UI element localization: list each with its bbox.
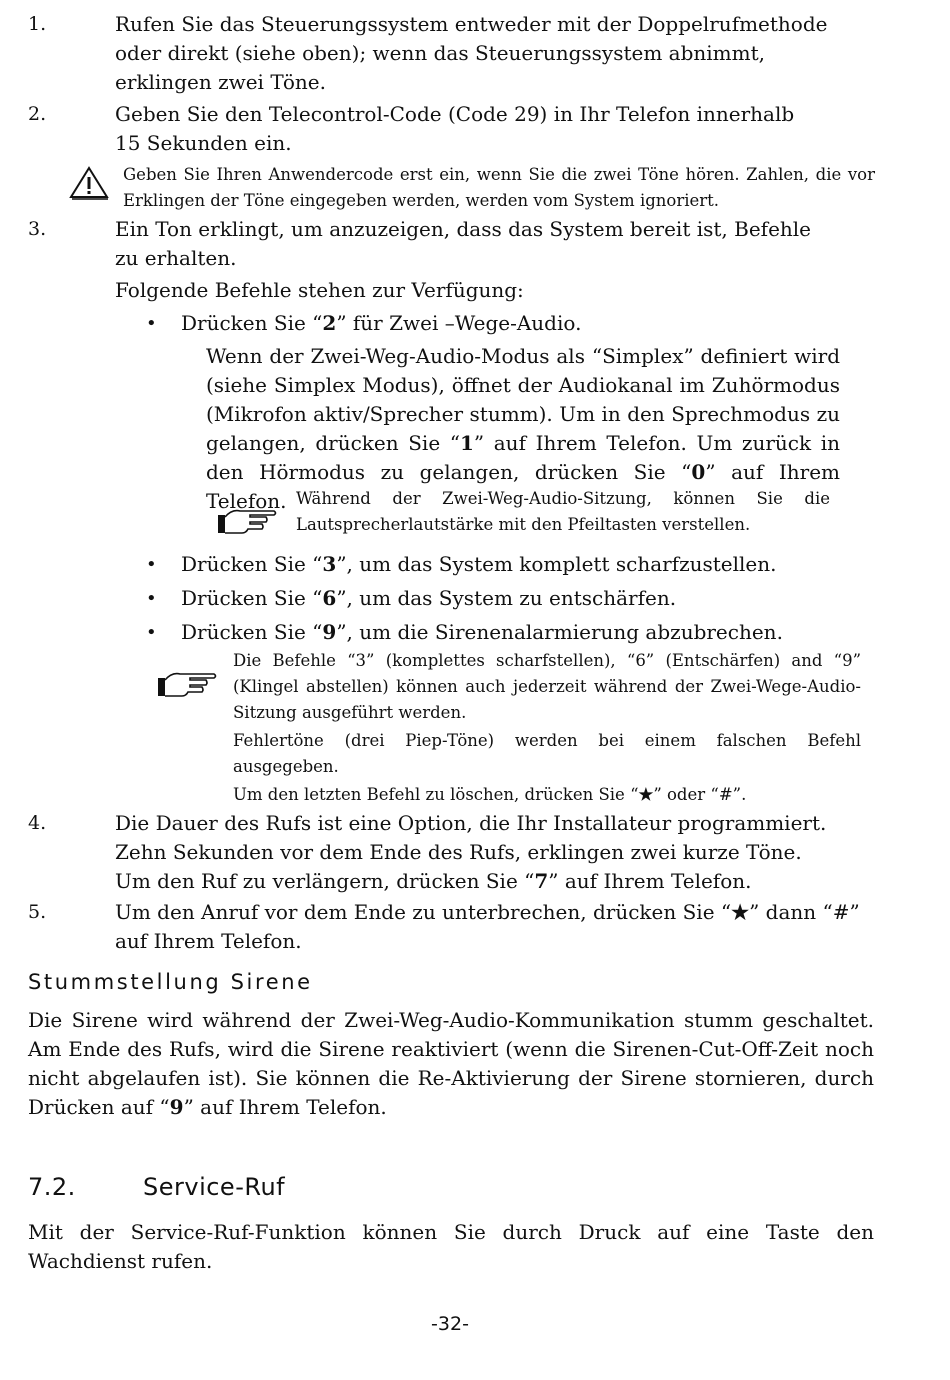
step-text-4: Die Dauer des Rufs ist eine Option, die Ihr Installateur programmiert. Zehn Sekunden vor dem Ende des Rufs, erklingen zwei kurze Töne. Um den Ruf zu verlängern, drücken Sie “7” auf Ihrem Telefon.: [115, 811, 827, 893]
page-number: -32-: [431, 1313, 469, 1335]
warning-note: Geben Sie Ihren Anwendercode erst ein, wenn Sie die zwei Töne hören. Zahlen, die vor Erklingen der Töne eingegeben werden, werden vom System ignoriert.: [123, 165, 875, 210]
step-number-2: 2.: [28, 103, 47, 125]
step-number-3: 3.: [28, 218, 47, 240]
commands-note-2: Fehlertöne (drei Piep-Töne) werden bei einem falschen Befehl ausgegeben.: [233, 731, 861, 776]
volume-note: Während der Zwei-Weg-Audio-Sitzung, können Sie die Lautsprecherlautstärke mit den Pfeiltasten verstellen.: [296, 489, 830, 534]
step-text-3: Ein Ton erklingt, um anzuzeigen, dass das System bereit ist, Befehle zu erhalten.: [115, 217, 812, 270]
bullet-marker: •: [146, 313, 157, 334]
bullet-item-audio: Drücken Sie “2” für Zwei –Wege-Audio.: [181, 311, 582, 335]
section-heading-siren: Stummstellung Sirene: [28, 970, 313, 994]
step-number-1: 1.: [28, 13, 47, 35]
star-key-icon: ★: [638, 785, 654, 804]
bullet-marker: •: [146, 588, 157, 609]
step-text-5: Um den Anruf vor dem Ende zu unterbrechen, drücken Sie “★” dann “#” auf Ihrem Telefon.: [115, 900, 860, 953]
warning-triangle-icon: [68, 165, 110, 201]
commands-intro: Folgende Befehle stehen zur Verfügung:: [115, 278, 524, 302]
commands-note-1: Die Befehle “3” (komplettes scharfstellen), “6” (Entschärfen) and “9” (Klingel abstellen) können auch jederzeit während der Zwei-Wege-Audio-Sitzung ausgeführt werden.: [233, 651, 861, 722]
step-number-5: 5.: [28, 901, 47, 923]
step-text-2: Geben Sie den Telecontrol-Code (Code 29) in Ihr Telefon innerhalb 15 Sekunden ein.: [115, 102, 795, 155]
bullet-item-arm: Drücken Sie “3”, um das System komplett scharfzustellen.: [181, 552, 777, 576]
bullet-marker: •: [146, 554, 157, 575]
bullet-marker: •: [146, 622, 157, 643]
service-paragraph: Mit der Service-Ruf-Funktion können Sie durch Druck auf eine Taste den Wachdienst rufen.: [28, 1220, 874, 1273]
commands-note-3: Um den letzten Befehl zu löschen, drücken Sie “★” oder “#”.: [233, 785, 747, 804]
step-text-1: Rufen Sie das Steuerungssystem entweder mit der Doppelrufmethode oder direkt (siehe oben); wenn das Steuerungssystem abnimmt, erklingen zwei Töne.: [115, 12, 828, 94]
siren-paragraph: Die Sirene wird während der Zwei-Weg-Audio-Kommunikation stumm geschaltet. Am Ende des Rufs, wird die Sirene reaktiviert (wenn die Sirenen-Cut-Off-Zeit noch nicht abgelaufen ist). Sie können die Re-Aktivierung der Sirene stornieren, durch Drücken auf “9” auf Ihrem Telefon.: [28, 1008, 874, 1119]
pointing-hand-icon: [216, 505, 278, 535]
step-number-4: 4.: [28, 812, 47, 834]
section-title-service: Service-Ruf: [143, 1173, 286, 1201]
pointing-hand-icon: [156, 668, 218, 698]
bullet-item-disarm: Drücken Sie “6”, um das System zu entschärfen.: [181, 586, 677, 610]
audio-mode-paragraph: Wenn der Zwei-Weg-Audio-Modus als “Simplex” definiert wird (siehe Simplex Modus), öffnet der Audiokanal im Zuhörmodus (Mikrofon aktiv/Sprecher stumm). Um in den Sprechmodus zu gelangen, drücken Sie “1” auf Ihrem Telefon. Um zurück in den Hörmodus zu gelangen, drücken Sie “0” auf Ihrem Telefon.: [206, 344, 841, 513]
section-number-service: 7.2.: [28, 1173, 76, 1201]
star-key-icon: ★: [731, 900, 750, 924]
bullet-item-siren-abort: Drücken Sie “9”, um die Sirenenalarmierung abzubrechen.: [181, 620, 783, 644]
